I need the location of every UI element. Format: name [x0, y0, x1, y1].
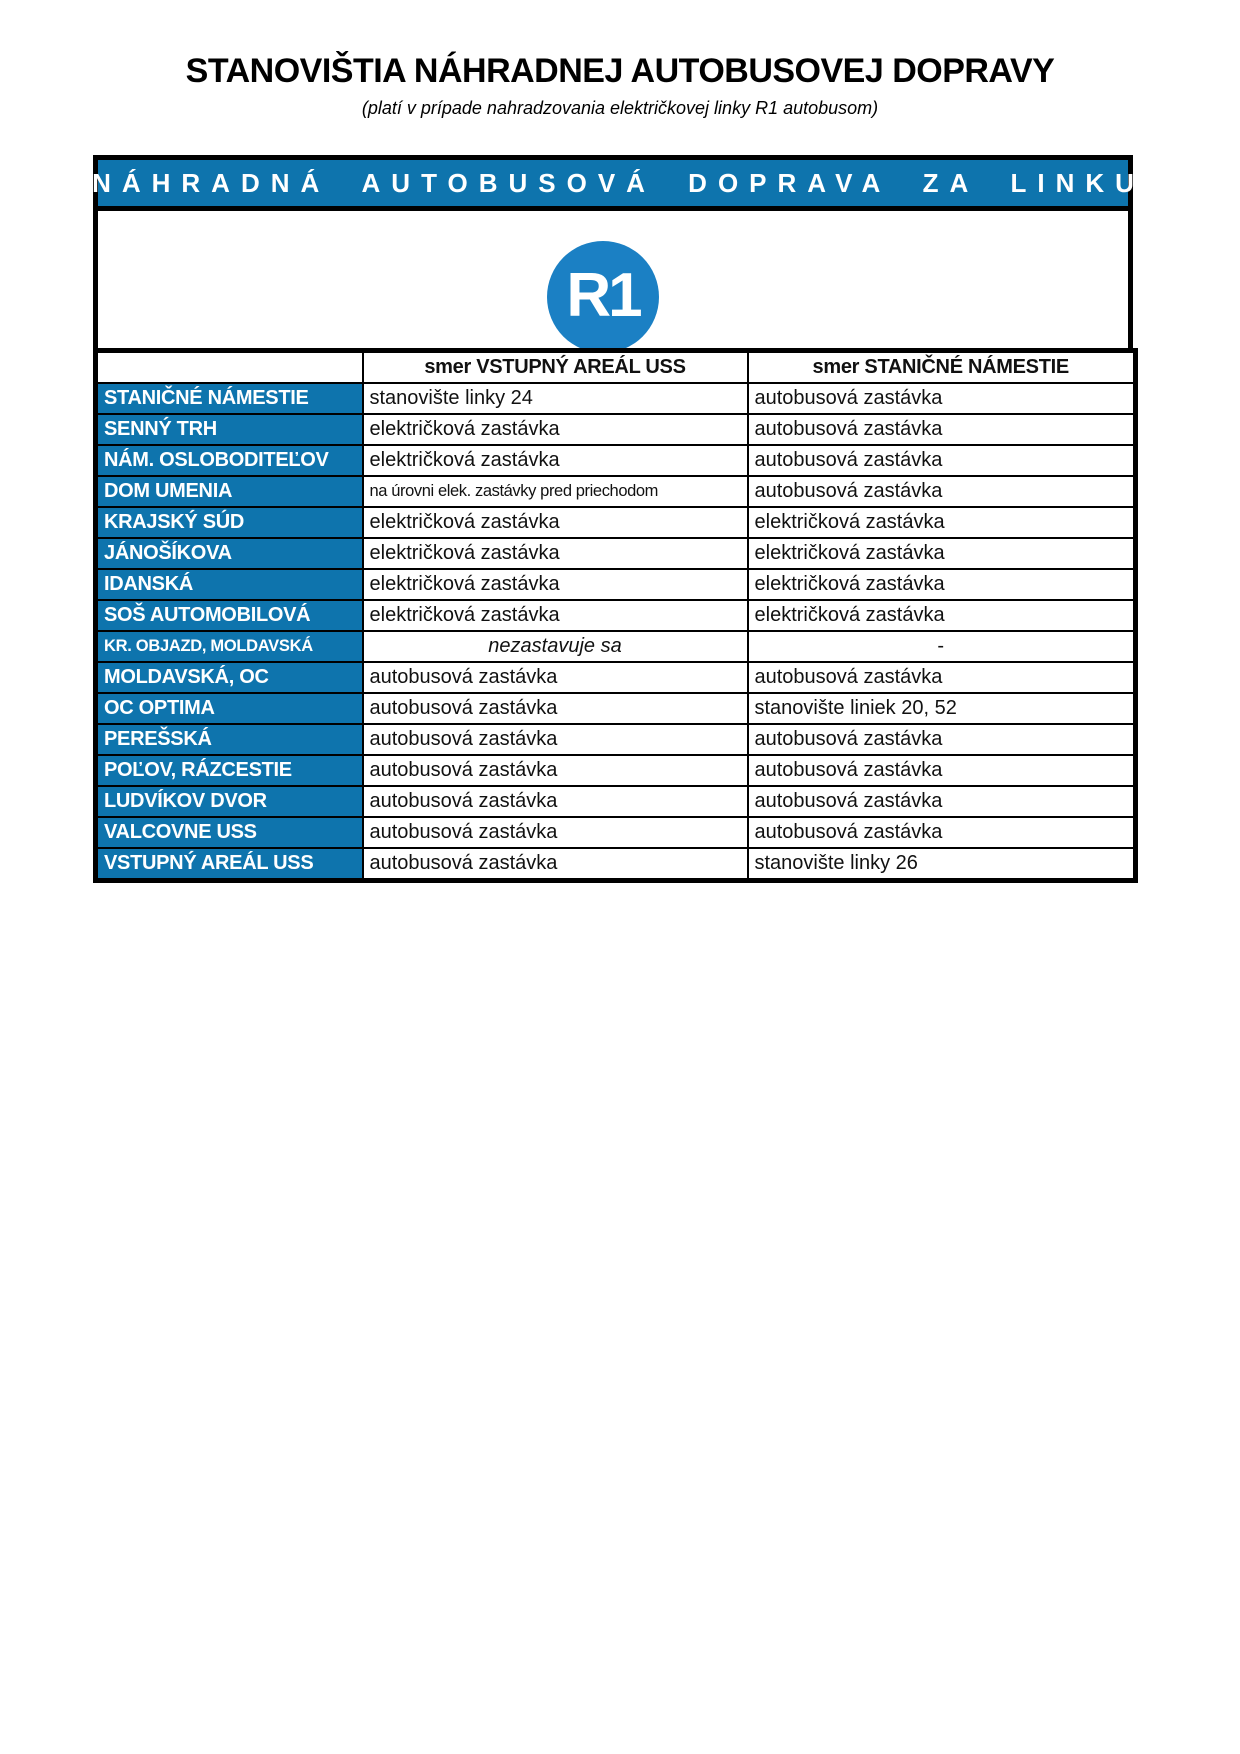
stop-name-cell: LUDVÍKOV DVOR: [96, 786, 363, 817]
direction-station-cell: autobusová zastávka: [748, 476, 1136, 507]
direction-station-cell: autobusová zastávka: [748, 662, 1136, 693]
direction-station-cell: električková zastávka: [748, 538, 1136, 569]
stop-name-cell: VALCOVNE USS: [96, 817, 363, 848]
stop-name-cell: OC OPTIMA: [96, 693, 363, 724]
direction-station-cell: autobusová zastávka: [748, 817, 1136, 848]
direction-station-cell: stanovište linky 26: [748, 848, 1136, 881]
column-header-direction-uss: smer VSTUPNÝ AREÁL USS: [363, 351, 748, 384]
direction-station-cell: stanovište liniek 20, 52: [748, 693, 1136, 724]
table-row: [96, 631, 1136, 662]
direction-uss-cell: autobusová zastávka: [363, 848, 748, 881]
direction-uss-cell: nezastavuje sa: [363, 631, 748, 662]
stop-name-cell: SENNÝ TRH: [96, 414, 363, 445]
table-row: [96, 507, 1136, 538]
page-title: STANOVIŠTIA NÁHRADNEJ AUTOBUSOVEJ DOPRAVY: [185, 52, 1055, 90]
banner-text: NÁHRADNÁ AUTOBUSOVÁ DOPRAVA ZA LINKU: [92, 167, 1145, 198]
replacement-service-banner: [92, 155, 1145, 211]
table-row: [96, 538, 1136, 569]
direction-station-cell: električková zastávka: [748, 507, 1136, 538]
table-row: [96, 383, 1136, 414]
direction-uss-cell: autobusová zastávka: [363, 755, 748, 786]
table-row: [96, 600, 1136, 631]
stop-name-cell: IDANSKÁ: [96, 569, 363, 600]
direction-uss-cell: električková zastávka: [363, 538, 748, 569]
direction-uss-cell: električková zastávka: [363, 414, 748, 445]
direction-uss-cell: autobusová zastávka: [363, 662, 748, 693]
direction-station-cell: autobusová zastávka: [748, 786, 1136, 817]
stop-name-cell: DOM UMENIA: [96, 476, 363, 507]
direction-uss-cell: električková zastávka: [363, 445, 748, 476]
notice-sheet: [92, 155, 1145, 883]
direction-uss-cell: električková zastávka: [363, 569, 748, 600]
direction-station-cell: autobusová zastávka: [748, 724, 1136, 755]
line-r1-label: R1: [566, 260, 640, 330]
direction-station-cell: električková zastávka: [748, 600, 1136, 631]
direction-station-cell: autobusová zastávka: [748, 755, 1136, 786]
stops-table: [93, 348, 1138, 883]
stop-name-cell: NÁM. OSLOBODITEĽOV: [96, 445, 363, 476]
direction-uss-cell: autobusová zastávka: [363, 724, 748, 755]
direction-uss-cell: autobusová zastávka: [363, 693, 748, 724]
table-row: [96, 662, 1136, 693]
direction-uss-cell: autobusová zastávka: [363, 786, 748, 817]
direction-uss-cell: stanovište linky 24: [363, 383, 748, 414]
stop-name-cell: MOLDAVSKÁ, OC: [96, 662, 363, 693]
table-row: [96, 693, 1136, 724]
stop-name-cell: STANIČNÉ NÁMESTIE: [96, 383, 363, 414]
table-header-row: [96, 351, 1136, 384]
line-r1-logo: [547, 241, 659, 353]
direction-station-cell: autobusová zastávka: [748, 414, 1136, 445]
table-row: [96, 817, 1136, 848]
table-row: [96, 848, 1136, 881]
direction-uss-cell: električková zastávka: [363, 600, 748, 631]
column-header-direction-station: smer STANIČNÉ NÁMESTIE: [748, 351, 1136, 384]
direction-uss-cell: električková zastávka: [363, 507, 748, 538]
direction-station-cell: autobusová zastávka: [748, 383, 1136, 414]
table-row: [96, 445, 1136, 476]
stop-name-cell: KR. OBJAZD, MOLDAVSKÁ: [96, 631, 363, 662]
direction-uss-cell: na úrovni elek. zastávky pred priechodom: [363, 476, 748, 507]
table-row: [96, 569, 1136, 600]
table-row: [96, 786, 1136, 817]
page-subtitle: (platí v prípade nahradzovania električkovej linky R1 autobusom): [361, 98, 879, 118]
direction-station-cell: -: [748, 631, 1136, 662]
direction-station-cell: električková zastávka: [748, 569, 1136, 600]
stop-name-cell: PEREŠSKÁ: [96, 724, 363, 755]
direction-uss-cell: autobusová zastávka: [363, 817, 748, 848]
stop-name-cell: KRAJSKÝ SÚD: [96, 507, 363, 538]
line-logo-box: [93, 211, 1133, 348]
stop-name-cell: POĽOV, RÁZCESTIE: [96, 755, 363, 786]
table-row: [96, 476, 1136, 507]
stop-name-cell: JÁNOŠÍKOVA: [96, 538, 363, 569]
table-row: [96, 414, 1136, 445]
direction-station-cell: autobusová zastávka: [748, 445, 1136, 476]
corner-cell: [96, 351, 363, 384]
stop-name-cell: SOŠ AUTOMOBILOVÁ: [96, 600, 363, 631]
table-row: [96, 724, 1136, 755]
table-row: [96, 755, 1136, 786]
stop-name-cell: VSTUPNÝ AREÁL USS: [96, 848, 363, 881]
